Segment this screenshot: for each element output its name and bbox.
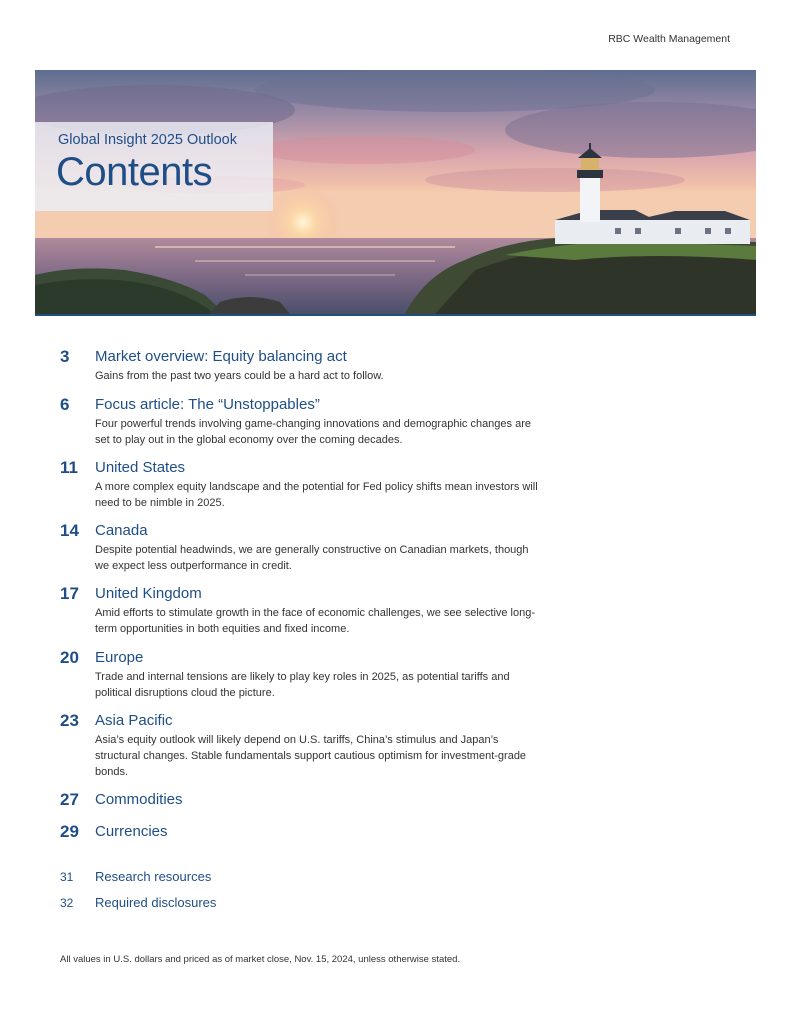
publication-subtitle: Global Insight 2025 Outlook — [58, 132, 237, 148]
toc-title[interactable]: Required disclosures — [95, 895, 217, 910]
toc-title[interactable]: United Kingdom — [95, 585, 202, 602]
toc-description: Despite potential headwinds, we are generally constructive on Canadian markets, though we expect less outperformance in credit. — [95, 544, 529, 572]
toc-title[interactable]: Canada — [95, 522, 148, 539]
toc-description: Four powerful trends involving game-changing innovations and demographic changes are set to play out in the global economy over the coming decades. — [95, 418, 531, 446]
toc-page-number: 17 — [60, 584, 79, 603]
toc-title[interactable]: Research resources — [95, 869, 212, 884]
toc-description: Amid efforts to stimulate growth in the face of economic challenges, we see selective long-term opportunities in both equities and fixed income. — [95, 607, 536, 635]
toc-page-number: 14 — [60, 521, 79, 540]
title-box — [35, 122, 273, 211]
toc-page-number: 27 — [60, 790, 79, 809]
toc-page-number: 11 — [60, 458, 78, 477]
toc-description: Asia’s equity outlook will likely depend on U.S. tariffs, China’s stimulus and Japan’s structural changes. Stable fundamentals support cautious optimism for investment-grade bonds. — [95, 734, 527, 778]
toc-description: Gains from the past two years could be a hard act to follow. — [95, 370, 384, 382]
hero-image — [35, 70, 756, 316]
footnote: All values in U.S. dollars and priced as of market close, Nov. 15, 2024, unless otherwise stated. — [60, 954, 461, 965]
toc-description: Trade and internal tensions are likely to play key roles in 2025, as potential tariffs and political disruptions cloud the picture. — [95, 671, 510, 699]
toc-page-number: 29 — [60, 822, 79, 841]
toc-page-number: 20 — [60, 648, 79, 667]
toc-title[interactable]: Commodities — [95, 791, 183, 808]
toc-page-number: 3 — [60, 347, 70, 366]
toc-title[interactable]: Asia Pacific — [95, 712, 173, 729]
toc-title[interactable]: Market overview: Equity balancing act — [95, 348, 347, 365]
toc-page-number: 32 — [60, 896, 74, 910]
toc-title[interactable]: Focus article: The “Unstoppables” — [95, 396, 320, 413]
toc-title[interactable]: United States — [95, 459, 186, 476]
toc-page-number: 31 — [60, 870, 74, 884]
toc-page-number: 6 — [60, 395, 70, 414]
toc-title[interactable]: Europe — [95, 649, 144, 666]
page-title: Contents — [56, 150, 213, 194]
toc-description: A more complex equity landscape and the potential for Fed policy shifts mean investors will need to be nimble in 2025. — [95, 481, 538, 509]
toc-page-number: 23 — [60, 711, 79, 730]
brand-name: RBC Wealth Management — [608, 33, 730, 45]
toc-title[interactable]: Currencies — [95, 823, 168, 840]
